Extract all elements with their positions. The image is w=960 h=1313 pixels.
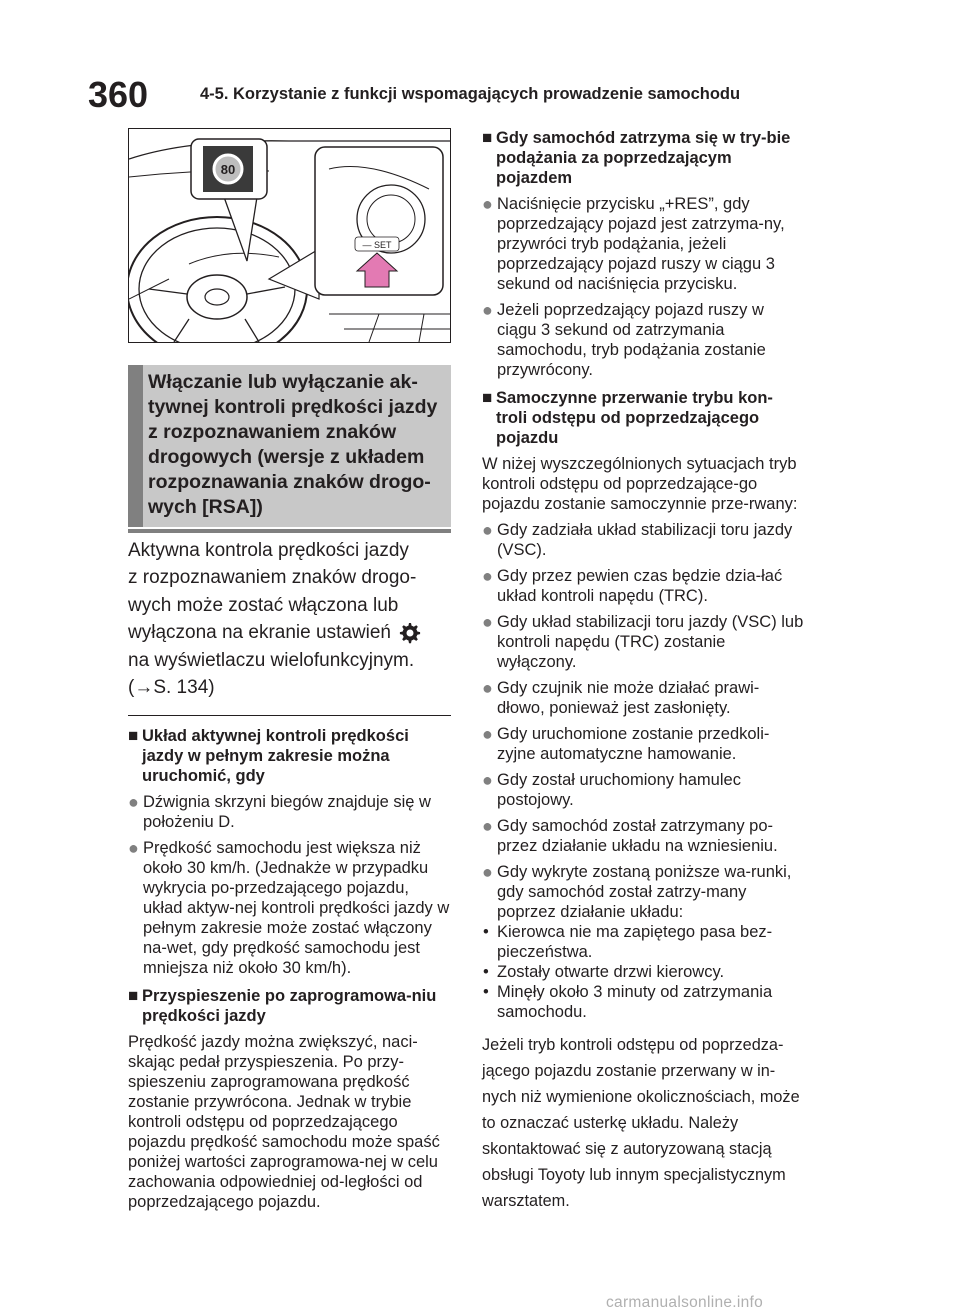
gear-icon (397, 621, 421, 645)
steering-wheel-drawing (129, 129, 450, 342)
sub-list-item: • Kierowca nie ma zapiętego pasa bez-pieczeństwa. (483, 923, 773, 961)
intro-line: na wyświetlaczu wielofunkcyjnym. (128, 649, 415, 671)
left-items (128, 726, 451, 1212)
subheading: ■ Samoczynne przerwanie trybu kon-troli odstępu od poprzedzającego pojazdu (482, 388, 773, 447)
watermark: carmanualsonline.info (606, 1294, 764, 1311)
header-title: 4-5. Korzystanie z funkcji wspomagających prowadzenie samochodu (200, 85, 741, 103)
sub-list-item: • Minęły około 3 minuty od zatrzymania samochodu. (483, 983, 773, 1021)
list-item: ● Gdy wykryte zostaną poniższe wa-runki, gdy samochód został zatrzy-many poprzez działanie układu: (482, 862, 792, 921)
list-item: ● Gdy samochód został zatrzymany po-przez działanie układu na wzniesieniu. (482, 816, 778, 855)
list-item: ● Dźwignia skrzyni biegów znajduje się w położeniu D. (128, 792, 431, 832)
list-item: ● Gdy uruchomione zostanie przedkoli-zyjne automatyczne hamowanie. (482, 724, 770, 763)
subheading: ■ Gdy samochód zatrzyma się w try-bie podążania za poprzedzającym pojazdem (482, 128, 791, 187)
section-heading: Włączanie lub wyłączanie ak-tywnej kontroli prędkości jazdy z rozpoznawaniem znaków drogowych (wersje z układem rozpoznawania znaków drogo-wych [RSA]) (128, 365, 451, 527)
subheading: ■ Przyspieszenie po zaprogramowa-niu prędkości jazdy (128, 986, 437, 1026)
list-item: ● Gdy przez pewien czas będzie dzia-łać układ kontroli napędu (TRC). (482, 566, 783, 605)
list-item: ● Gdy został uruchomiony hamulec postojowy. (482, 770, 741, 809)
intro-line: Aktywna kontrola prędkości jazdy (128, 540, 409, 561)
section-intro (128, 537, 451, 701)
speed-sign-value: 80 (220, 162, 236, 177)
left-column (128, 128, 451, 1212)
list-item: ● Gdy zadziała układ stabilizacji toru jazdy (VSC). (482, 520, 793, 559)
sub-list-item: • Zostały otwarte drzwi kierowcy. (483, 963, 725, 981)
closing-paragraph: Jeżeli tryb kontroli odstępu od poprzedza-jącego pojazdu zostanie przerwany w in-nych niż wymienione okolicznościach, może to oznaczać usterkę układu. Należy skontaktować się z autoryzowaną stacją obsługi Toyoty lub innym specjalistycznym warsztatem. (482, 1036, 800, 1210)
right-column (482, 128, 804, 1214)
intro-line: wych może zostać włączona lub (128, 594, 399, 616)
list-item: ● Jeżeli poprzedzający pojazd ruszy w ciągu 3 sekund od zatrzymania samochodu, tryb podążania zostanie przywrócony. (482, 300, 766, 379)
list-item: ● Gdy czujnik nie może działać prawi-dłowo, ponieważ jest zasłonięty. (482, 678, 760, 717)
section-heading-underline (128, 529, 451, 533)
intro-line: z rozpoznawaniem znaków drogo- (128, 567, 417, 589)
intro-line: (→S. 134) (128, 677, 215, 699)
list-item: ● Prędkość samochodu jest większa niż około 30 km/h. (Jednakże w przypadku wykrycia po-przedzającego pojazdu, układ aktyw-nej kontroli prędkości jazdy w pełnym zakresie może zostać włączony na-wet, gdy prędkość samochodu jest mniejsza niż około 30 km/h). (128, 838, 450, 978)
paragraph: W niżej wyszczególnionych sytuacjach tryb kontroli odstępu od poprzedzające-go pojazdu zostanie samoczynnie prze-rwany: (482, 455, 798, 513)
intro-line (128, 619, 451, 646)
divider (128, 715, 451, 716)
list-item: ● Naciśnięcie przycisku „+RES”, gdy poprzedzający pojazd jest zatrzyma-ny, przywróci tryb podążania, jeżeli poprzedzający pojazd ruszy w ciągu 3 sekund od naciśnięcia przycisku. (482, 194, 785, 293)
list-item: ● Gdy układ stabilizacji toru jazdy (VSC) lub kontroli napędu (TRC) zostanie wyłączony. (482, 612, 804, 671)
page-number: 360 (88, 74, 149, 115)
set-button-label: — SET (362, 240, 392, 250)
intro-line-text: wyłączona na ekranie ustawień (128, 622, 391, 644)
subheading: ■ Układ aktywnej kontroli prędkości jazdy w pełnym zakresie można uruchomić, gdy (128, 726, 409, 786)
steering-wheel-illustration (128, 128, 451, 343)
paragraph: Prędkość jazdy można zwiększyć, naci-skając pedał przyspieszenia. Po przy-spieszeniu zaprogramowana prędkość zostanie przywrócona. Jednak w trybie kontroli odstępu od poprzedzającego pojazdu prędkość samochodu może spaść poniżej wartości zaprogramowa-nej w celu zachowania odpowiedniej od-ległości od poprzedzającego pojazdu. (128, 1033, 440, 1212)
